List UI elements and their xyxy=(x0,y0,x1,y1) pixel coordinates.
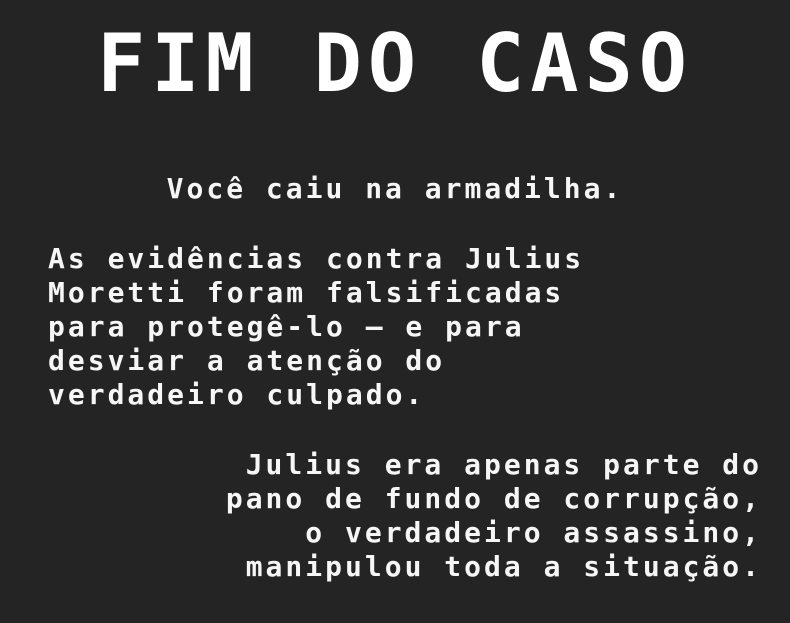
intro-line: Você caiu na armadilha. xyxy=(166,172,624,205)
evidence-line-5: verdadeiro culpado. xyxy=(48,378,426,411)
evidence-line-2: Moretti foram falsificadas xyxy=(48,276,565,309)
evidence-line-3: para protegê-lo — e para xyxy=(48,310,525,343)
conclusion-line-1: Julius era apenas parte do xyxy=(245,448,762,481)
evidence-line-4: desviar a atenção do xyxy=(48,344,446,377)
evidence-line-1: As evidências contra Julius xyxy=(48,242,585,275)
conclusion-line-3: o verdadeiro assassino, xyxy=(305,516,762,549)
case-title: FIM DO CASO xyxy=(97,17,693,110)
conclusion-line-2: pano de fundo de corrupção, xyxy=(225,482,762,515)
conclusion-line-4: manipulou toda a situação. xyxy=(245,550,762,583)
